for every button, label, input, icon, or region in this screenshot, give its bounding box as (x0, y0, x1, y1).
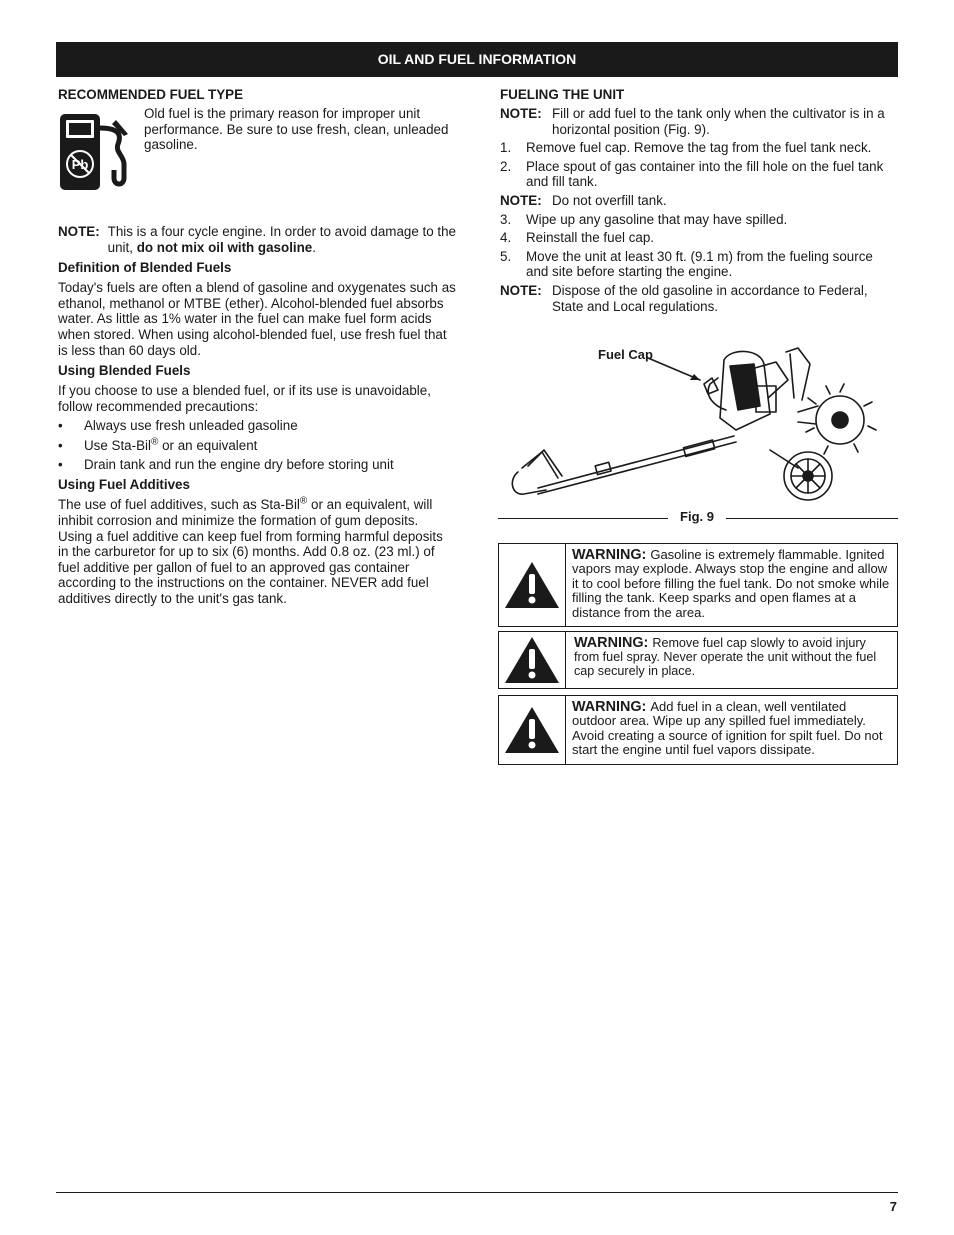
note-text: Do not overfill tank. (552, 192, 667, 208)
fuel-type-block (58, 106, 456, 218)
fuel-cap-callout: Fuel Cap (598, 347, 653, 362)
warning-triangle-icon (499, 544, 566, 626)
note-label: NOTE: (58, 224, 100, 239)
list-item (500, 249, 898, 280)
step-number: 4. (500, 230, 512, 246)
additives-text (58, 497, 456, 606)
registered-mark: ® (299, 495, 308, 507)
fuel-pump-no-lead-icon (58, 112, 132, 192)
using-blended-heading: Using Blended Fuels (58, 363, 191, 379)
list-item (58, 438, 456, 454)
footer-rule (56, 1192, 898, 1193)
bullet-text-post: or an equivalent (158, 437, 258, 453)
warning-label: WARNING: (572, 699, 647, 715)
using-blended-text: If you choose to use a blended fuel, or if its use is unavoidable, follow recommended precautions: (58, 383, 431, 414)
definition-text: Today's fuels are often a blend of gasoline and oxygenates such as ethanol, methanol or MTBE (ether). Alcohol-blended fuel absorbs water. As little as 1% water in the fuel can make fuel form acids when stored. When using alcohol-blended fuel, use fresh fuel that is less than 60 days old. (58, 280, 456, 358)
warning-label: WARNING: (572, 547, 647, 563)
recommended-fuel-heading: RECOMMENDED FUEL TYPE (58, 87, 244, 102)
step-text: Move the unit at least 30 ft. (9.1 m) from the fueling source and site before starting the engine. (526, 248, 873, 280)
horizontal-note (500, 106, 898, 137)
additives-heading: Using Fuel Additives (58, 477, 190, 493)
note-text: Dispose of the old gasoline in accordance to Federal, State and Local regulations. (552, 282, 868, 314)
step-text: Wipe up any gasoline that may have spilled. (526, 211, 788, 227)
step-number: 1. (500, 140, 512, 156)
list-item (500, 159, 898, 190)
definition-heading: Definition of Blended Fuels (58, 260, 232, 276)
warning-text (566, 696, 897, 764)
registered-mark: ® (150, 436, 159, 448)
bullet-text-pre: Use Sta-Bil (84, 437, 151, 453)
note-text: Fill or add fuel to the tank only when the cultivator is in a horizontal position (Fig. 9). (552, 106, 885, 137)
overfill-note (500, 193, 898, 209)
warning-triangle-icon (499, 696, 566, 764)
bullet-dot: • (58, 437, 63, 453)
right-column (500, 87, 898, 317)
pump-icon-text: Pb (71, 157, 89, 172)
bullet-text: Always use fresh unleaded gasoline (84, 418, 298, 434)
step-text: Reinstall the fuel cap. (526, 230, 655, 246)
caption-rule-right (726, 518, 898, 519)
list-item (58, 457, 456, 473)
step-text: Place spout of gas container into the fill hole on the fuel tank and fill tank. (526, 158, 884, 190)
warning-box-flammable (498, 543, 898, 627)
step-number: 2. (500, 158, 512, 174)
bullet-text: Drain tank and run the engine dry before storing unit (84, 456, 394, 472)
fueling-steps-a (500, 140, 898, 190)
fuel-type-text: Old fuel is the primary reason for improper unit performance. Be sure to use fresh, clean, unleaded gasoline. (144, 106, 449, 153)
bullet-dot: • (58, 418, 63, 434)
fueling-heading: FUELING THE UNIT (500, 87, 625, 102)
warning-triangle-icon (499, 632, 566, 688)
note-label: NOTE: (500, 192, 542, 208)
step-number: 3. (500, 211, 512, 227)
list-item (500, 212, 898, 228)
additives-text-pre: The use of fuel additives, such as Sta-Bil (58, 497, 300, 513)
warning-text (566, 632, 897, 688)
note-text (108, 224, 456, 255)
fueling-steps-b (500, 212, 898, 280)
note-text-start: This is a four cycle engine. In order to avoid damage to the unit, (107, 224, 457, 255)
warning-box-fuel-cap (498, 631, 898, 689)
warning-label: WARNING: (574, 635, 649, 651)
figure-caption: Fig. 9 (680, 509, 714, 524)
note-text-bold: do not mix oil with gasoline (136, 239, 313, 255)
note-label: NOTE: (500, 282, 542, 298)
warning-body: Add fuel in a clean, well ventilated outdoor area. Wipe up any spilled fuel immediately. Avoid creating a source of ignition for spilt fuel. Do not start the engine until fuel vapors dissipate. (572, 699, 883, 758)
page-number: 7 (889, 1199, 897, 1214)
dispose-note (500, 283, 898, 314)
section-header (56, 42, 898, 77)
list-item (500, 140, 898, 156)
warning-box-ventilation (498, 695, 898, 765)
precaution-list (58, 418, 456, 472)
step-text: Remove fuel cap. Remove the tag from the fuel tank neck. (526, 140, 872, 156)
left-column (58, 87, 456, 610)
cultivator-illustration (498, 340, 898, 530)
warning-body: Gasoline is extremely flammable. Ignited vapors may explode. Always stop the engine and allow it to cool before filling the fuel tank. Do not smoke while filling the tank. Keep sparks and open flames at a distance from the area. (572, 547, 890, 620)
step-number: 5. (500, 248, 512, 264)
list-item (58, 418, 456, 434)
bullet-text (84, 438, 257, 454)
section-title: OIL AND FUEL INFORMATION (377, 50, 577, 67)
additives-text-post: or an equivalent, will inhibit corrosion and minimize the formation of gum deposits. Using a fuel additive can keep fuel from forming harmful deposits in the carburetor for up to six (6) months. Add 0.8 oz. (23 ml.) of fuel additive per gallon of fuel to an approved gas container according to the instructions on the container. NEVER add fuel additives directly to the unit's gas tank. (58, 497, 443, 606)
four-cycle-note (58, 224, 456, 255)
warning-body: Remove fuel cap slowly to avoid injury from fuel spray. Never operate the unit without the fuel cap securely in place. (574, 636, 877, 678)
bullet-dot: • (58, 456, 63, 472)
note-text-end: . (312, 239, 316, 255)
caption-rule-left (498, 518, 668, 519)
note-label: NOTE: (500, 106, 542, 121)
list-item (500, 230, 898, 246)
warning-text (566, 544, 897, 626)
